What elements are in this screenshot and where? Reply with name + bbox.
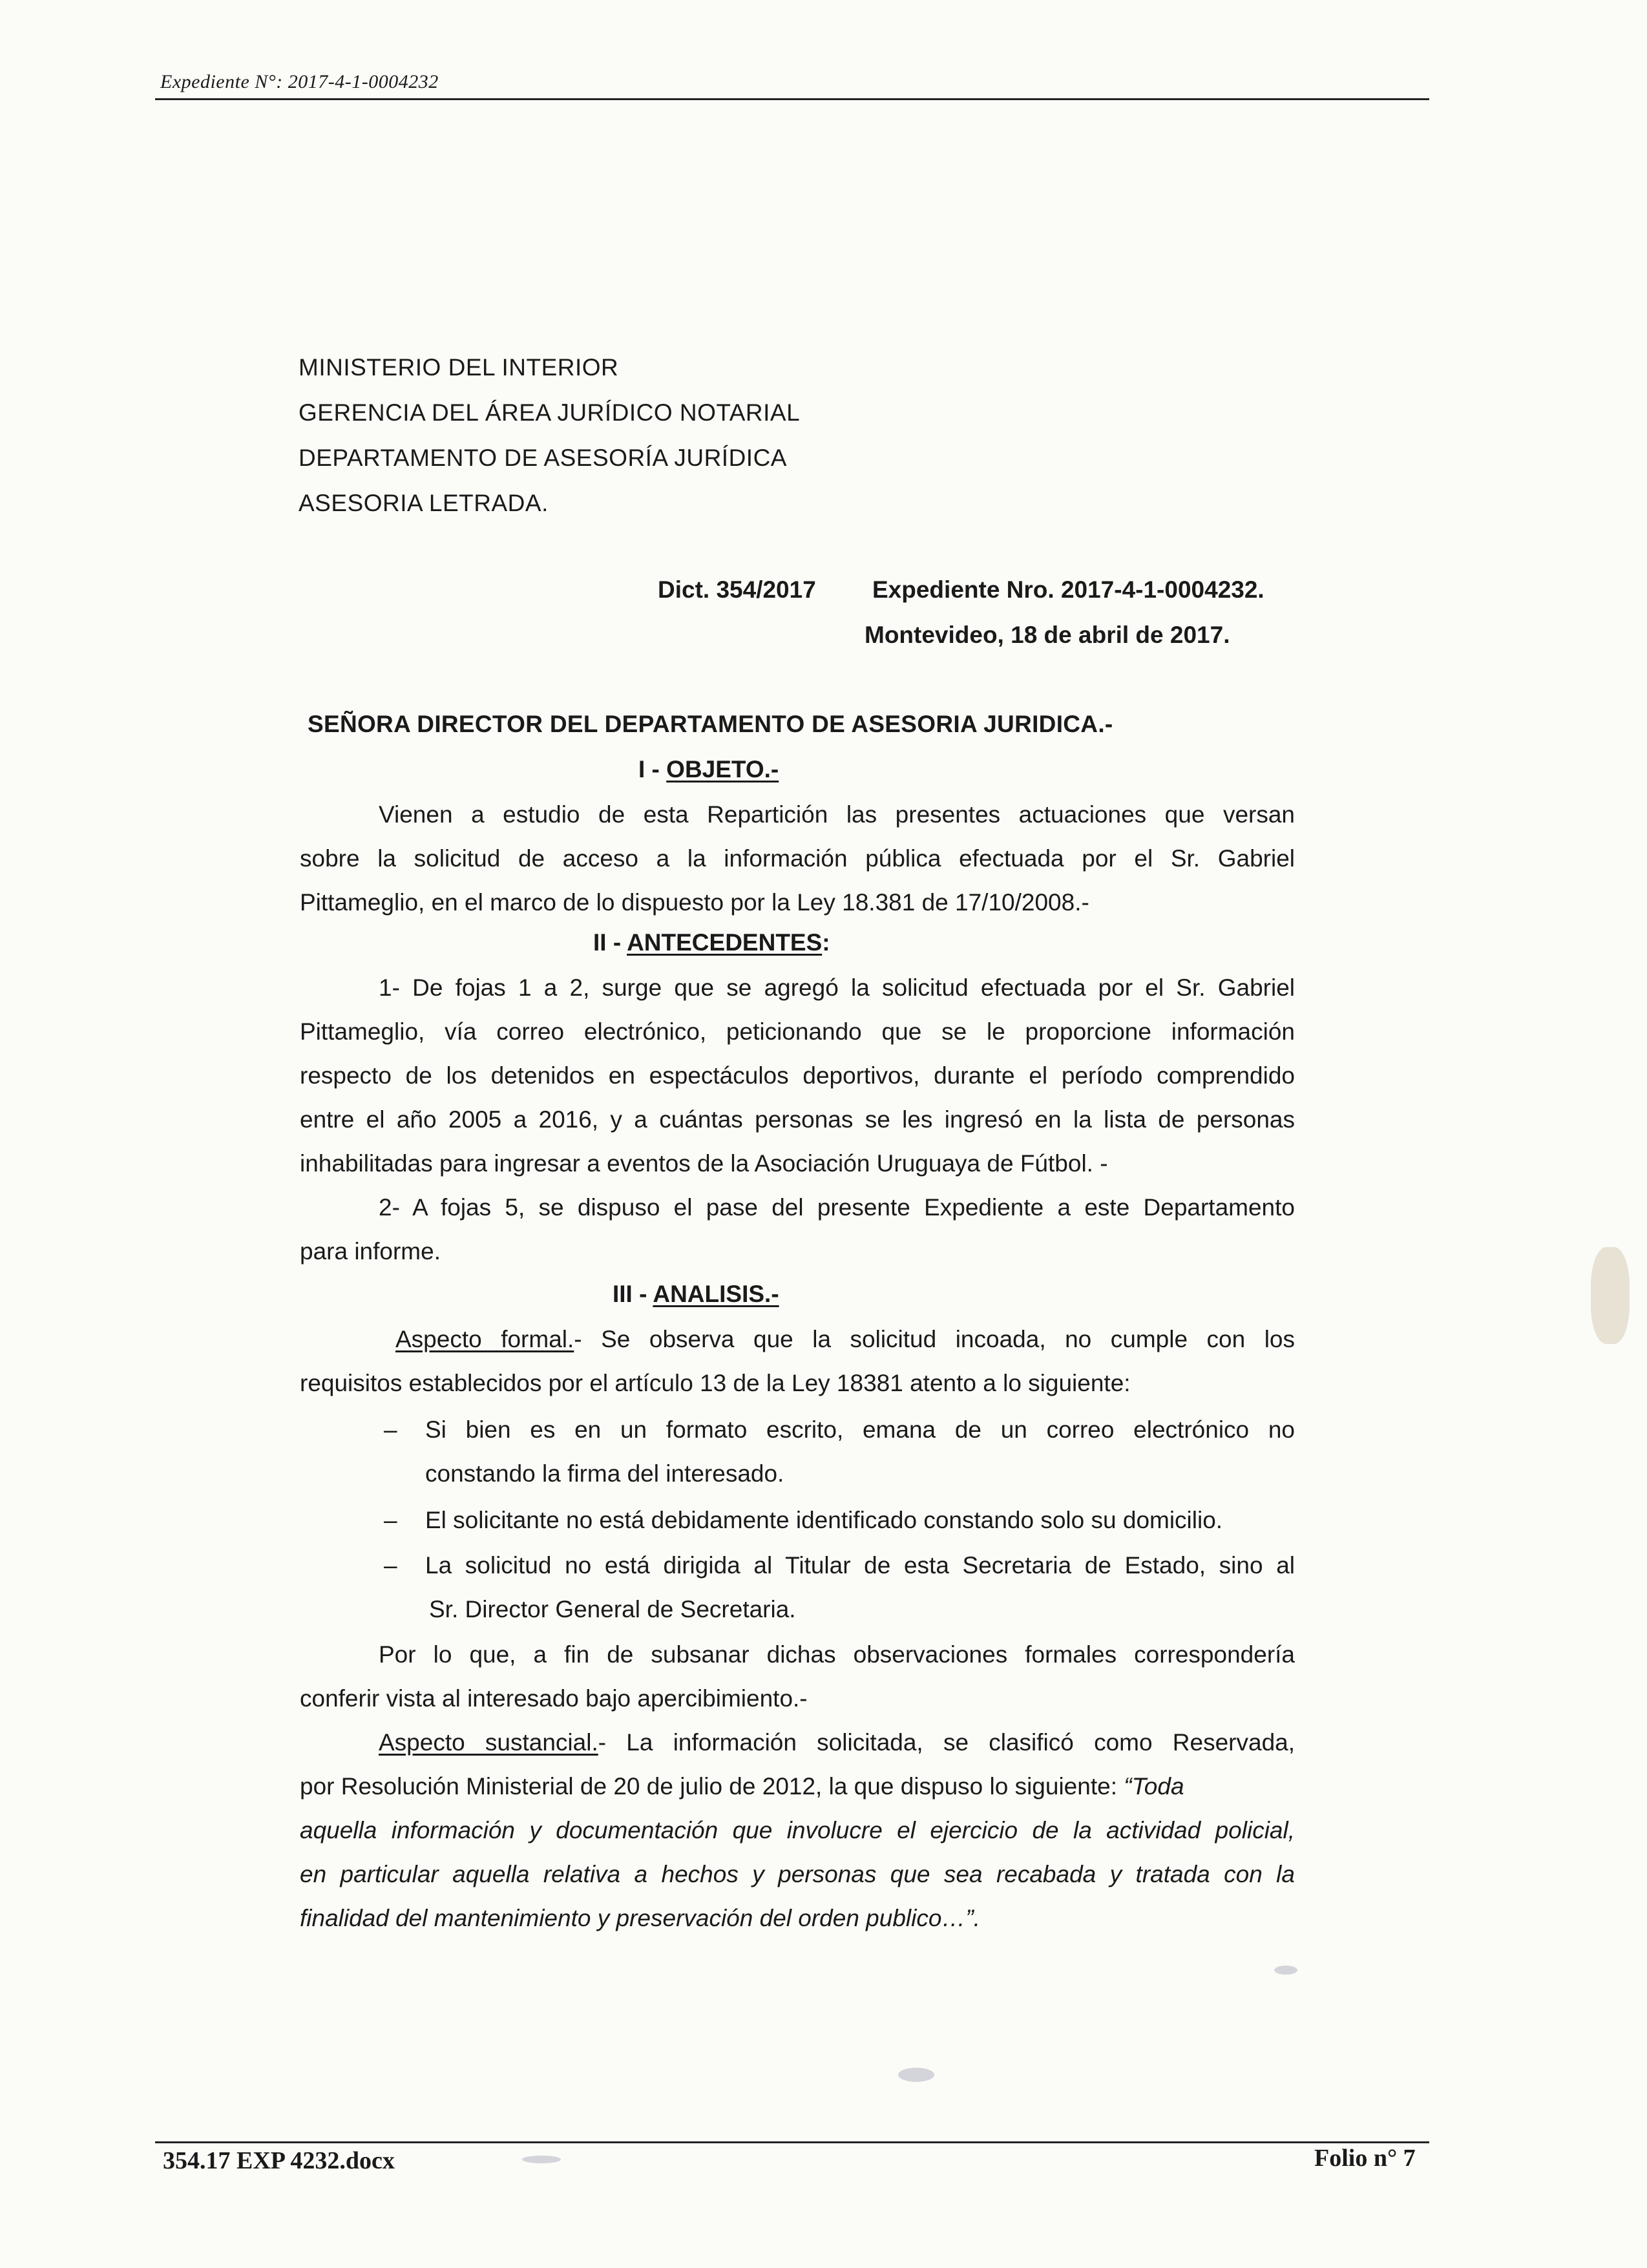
aspecto-sustancial-plain: por Resolución Ministerial de 20 de julio de 2012, la que dispuso lo siguiente: — [300, 1773, 1124, 1800]
section-objeto-number: I - — [638, 756, 667, 782]
scan-smudge — [1274, 1966, 1297, 1975]
section-analisis-title — [613, 1281, 779, 1308]
bullet-dash-1: – — [384, 1416, 397, 1443]
antecedentes-line-5: inhabilitadas para ingresar a eventos de la Asociación Uruguaya de Fútbol. - — [300, 1150, 1108, 1177]
institution-ministry: MINISTERIO DEL INTERIOR — [299, 354, 619, 381]
expediente-number: Expediente Nro. 2017-4-1-0004232. — [872, 576, 1264, 603]
bullet-dash-2: – — [384, 1507, 397, 1533]
antecedentes-line-3: respecto de los detenidos en espectáculos deportivos, durante el período comprendido — [300, 1062, 1295, 1089]
footer-rule — [155, 2141, 1429, 2143]
section-antecedentes-label: ANTECEDENTES — [627, 929, 823, 956]
addressee: SEÑORA DIRECTOR DEL DEPARTAMENTO DE ASESORIA JURIDICA.- — [308, 711, 1113, 737]
expediente-header: Expediente N°: 2017-4-1-0004232 — [160, 71, 439, 92]
aspecto-formal-line-2: requisitos establecidos por el artículo 13 de la Ley 18381 atento a lo siguiente: — [300, 1370, 1131, 1396]
section-antecedentes-number: II - — [593, 929, 627, 956]
section-objeto-label: OBJETO.- — [666, 756, 779, 782]
institution-departamento: DEPARTAMENTO DE ASESORÍA JURÍDICA — [299, 445, 787, 471]
scan-stain — [1591, 1247, 1630, 1344]
section-analisis-number: III - — [613, 1281, 653, 1307]
quote-line-1: aquella información y documentación que involucre el ejercicio de la actividad policial, — [300, 1817, 1295, 1843]
section-antecedentes-suffix: : — [822, 929, 830, 956]
aspecto-formal-line-1 — [395, 1326, 1295, 1353]
antecedentes-line-4: entre el año 2005 a 2016, y a cuántas personas se les ingresó en la lista de personas — [300, 1106, 1295, 1133]
aspecto-sustancial-line-1 — [379, 1729, 1295, 1756]
quote-line-3: finalidad del mantenimiento y preservación del orden publico…”. — [300, 1905, 981, 1931]
bullet-2-line-1: El solicitante no está debidamente identificado constando solo su domicilio. — [425, 1507, 1223, 1533]
quote-line-2: en particular aquella relativa a hechos y personas que sea recabada y tratada con la — [300, 1861, 1295, 1887]
aspecto-sustancial-text: - La información solicitada, se clasificó como Reservada, — [598, 1729, 1295, 1756]
antecedentes-line-7: para informe. — [300, 1238, 441, 1265]
por-lo-que-line-1: Por lo que, a fin de subsanar dichas observaciones formales correspondería — [379, 1641, 1295, 1668]
document-date: Montevideo, 18 de abril de 2017. — [865, 622, 1230, 648]
section-analisis-label: ANALISIS.- — [653, 1281, 779, 1307]
aspecto-sustancial-line-2 — [300, 1773, 1295, 1800]
quote-opening: “Toda — [1124, 1773, 1184, 1800]
objeto-line-1: Vienen a estudio de esta Repartición las presentes actuaciones que versan — [379, 801, 1295, 828]
aspecto-formal-text: - Se observa que la solicitud incoada, no cumple con los — [574, 1326, 1295, 1352]
institution-gerencia: GERENCIA DEL ÁREA JURÍDICO NOTARIAL — [299, 399, 801, 426]
antecedentes-line-2: Pittameglio, vía correo electrónico, peticionando que se le proporcione información — [300, 1018, 1295, 1045]
section-antecedentes-title — [593, 929, 830, 956]
bullet-3-line-2: Sr. Director General de Secretaria. — [429, 1596, 796, 1622]
aspecto-sustancial-label: Aspecto sustancial. — [379, 1729, 598, 1756]
scan-smudge — [522, 2156, 561, 2163]
antecedentes-line-1: 1- De fojas 1 a 2, surge que se agregó la solicitud efectuada por el Sr. Gabriel — [379, 974, 1295, 1001]
scan-smudge — [898, 2068, 934, 2082]
header-rule — [155, 98, 1429, 100]
bullet-dash-3: – — [384, 1552, 397, 1579]
aspecto-formal-label: Aspecto formal. — [395, 1326, 574, 1352]
objeto-line-2: sobre la solicitud de acceso a la información pública efectuada por el Sr. Gabriel — [300, 845, 1295, 872]
bullet-1-line-2: constando la firma del interesado. — [425, 1460, 784, 1487]
section-objeto-title — [638, 756, 779, 783]
objeto-line-3: Pittameglio, en el marco de lo dispuesto por la Ley 18.381 de 17/10/2008.- — [300, 889, 1089, 916]
footer-filename: 354.17 EXP 4232.docx — [163, 2147, 395, 2174]
dictamen-number: Dict. 354/2017 — [658, 576, 816, 603]
antecedentes-line-6: 2- A fojas 5, se dispuso el pase del presente Expediente a este Departamento — [379, 1194, 1295, 1221]
institution-asesoria: ASESORIA LETRADA. — [299, 490, 549, 516]
bullet-1-line-1: Si bien es en un formato escrito, emana de un correo electrónico no — [425, 1416, 1295, 1443]
bullet-3-line-1: La solicitud no está dirigida al Titular de esta Secretaria de Estado, sino al — [425, 1552, 1295, 1579]
por-lo-que-line-2: conferir vista al interesado bajo apercibimiento.- — [300, 1685, 808, 1712]
footer-folio: Folio n° 7 — [1314, 2145, 1416, 2172]
